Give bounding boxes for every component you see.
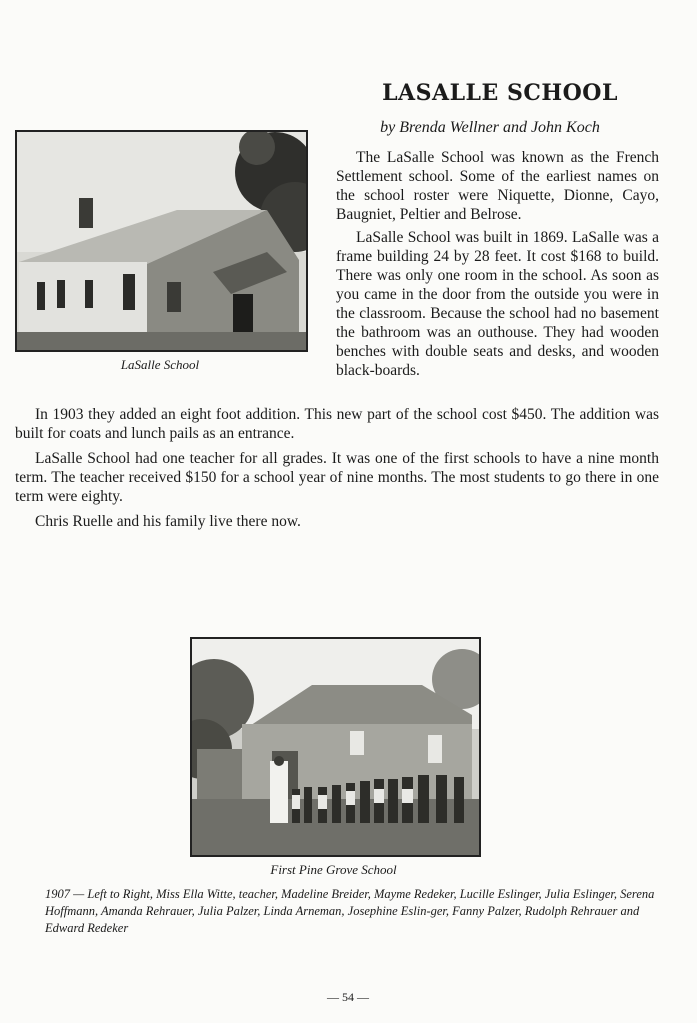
article-title: LASALLE SCHOOL	[382, 80, 618, 106]
page-number: — 54 —	[327, 990, 369, 1004]
lasalle-school-caption: LaSalle School	[120, 357, 200, 372]
pine-grove-school-photo	[190, 637, 481, 857]
paragraph-4: LaSalle School had one teacher for all grades. It was one of the first schools to have a nine month term. The teacher received $150 for a school year of nine months. The most students to go there in one term were eighty.	[15, 450, 659, 505]
article-byline: by Brenda Wellner and John Koch	[380, 119, 600, 136]
paragraph-5: Chris Ruelle and his family live there now.	[35, 513, 301, 530]
pine-grove-names-caption	[45, 886, 657, 937]
paragraph-1: The LaSalle School was known as the French Settlement school. Some of the earliest names on the school roster were Niquette, Dionne, Cayo, Baugniet, Peltier and Belrose.	[336, 149, 659, 223]
paragraph-2: LaSalle School was built in 1869. LaSalle was a frame building 24 by 28 feet. It cost $168 to build. There was only one room in the school. As soon as you came in the door from the outside you were in the classroom. Because the school had no basement the bathroom was an outhouse. They had wooden benches with double seats and desks, and wooden black-boards.	[336, 229, 659, 379]
lasalle-school-photo	[15, 130, 308, 352]
pine-grove-school-caption: First Pine Grove School	[270, 862, 397, 877]
paragraph-3: In 1903 they added an eight foot addition. This new part of the school cost $450. The addition was built for coats and lunch pails as an entrance.	[15, 406, 659, 442]
right-column	[336, 148, 659, 380]
full-width-text	[15, 405, 659, 531]
pine-grove-names-text: 1907 — Left to Right, Miss Ella Witte, teacher, Madeline Breider, Mayme Redeker, Lucille Eslinger, Julia Eslinger, Serena Hoffmann, Amanda Rehrauer, Julia Palzer, Linda Arneman, Josephine Eslin-ger, Fanny Palzer, Rudolph Rehrauer and Edward Redeker	[45, 887, 655, 935]
